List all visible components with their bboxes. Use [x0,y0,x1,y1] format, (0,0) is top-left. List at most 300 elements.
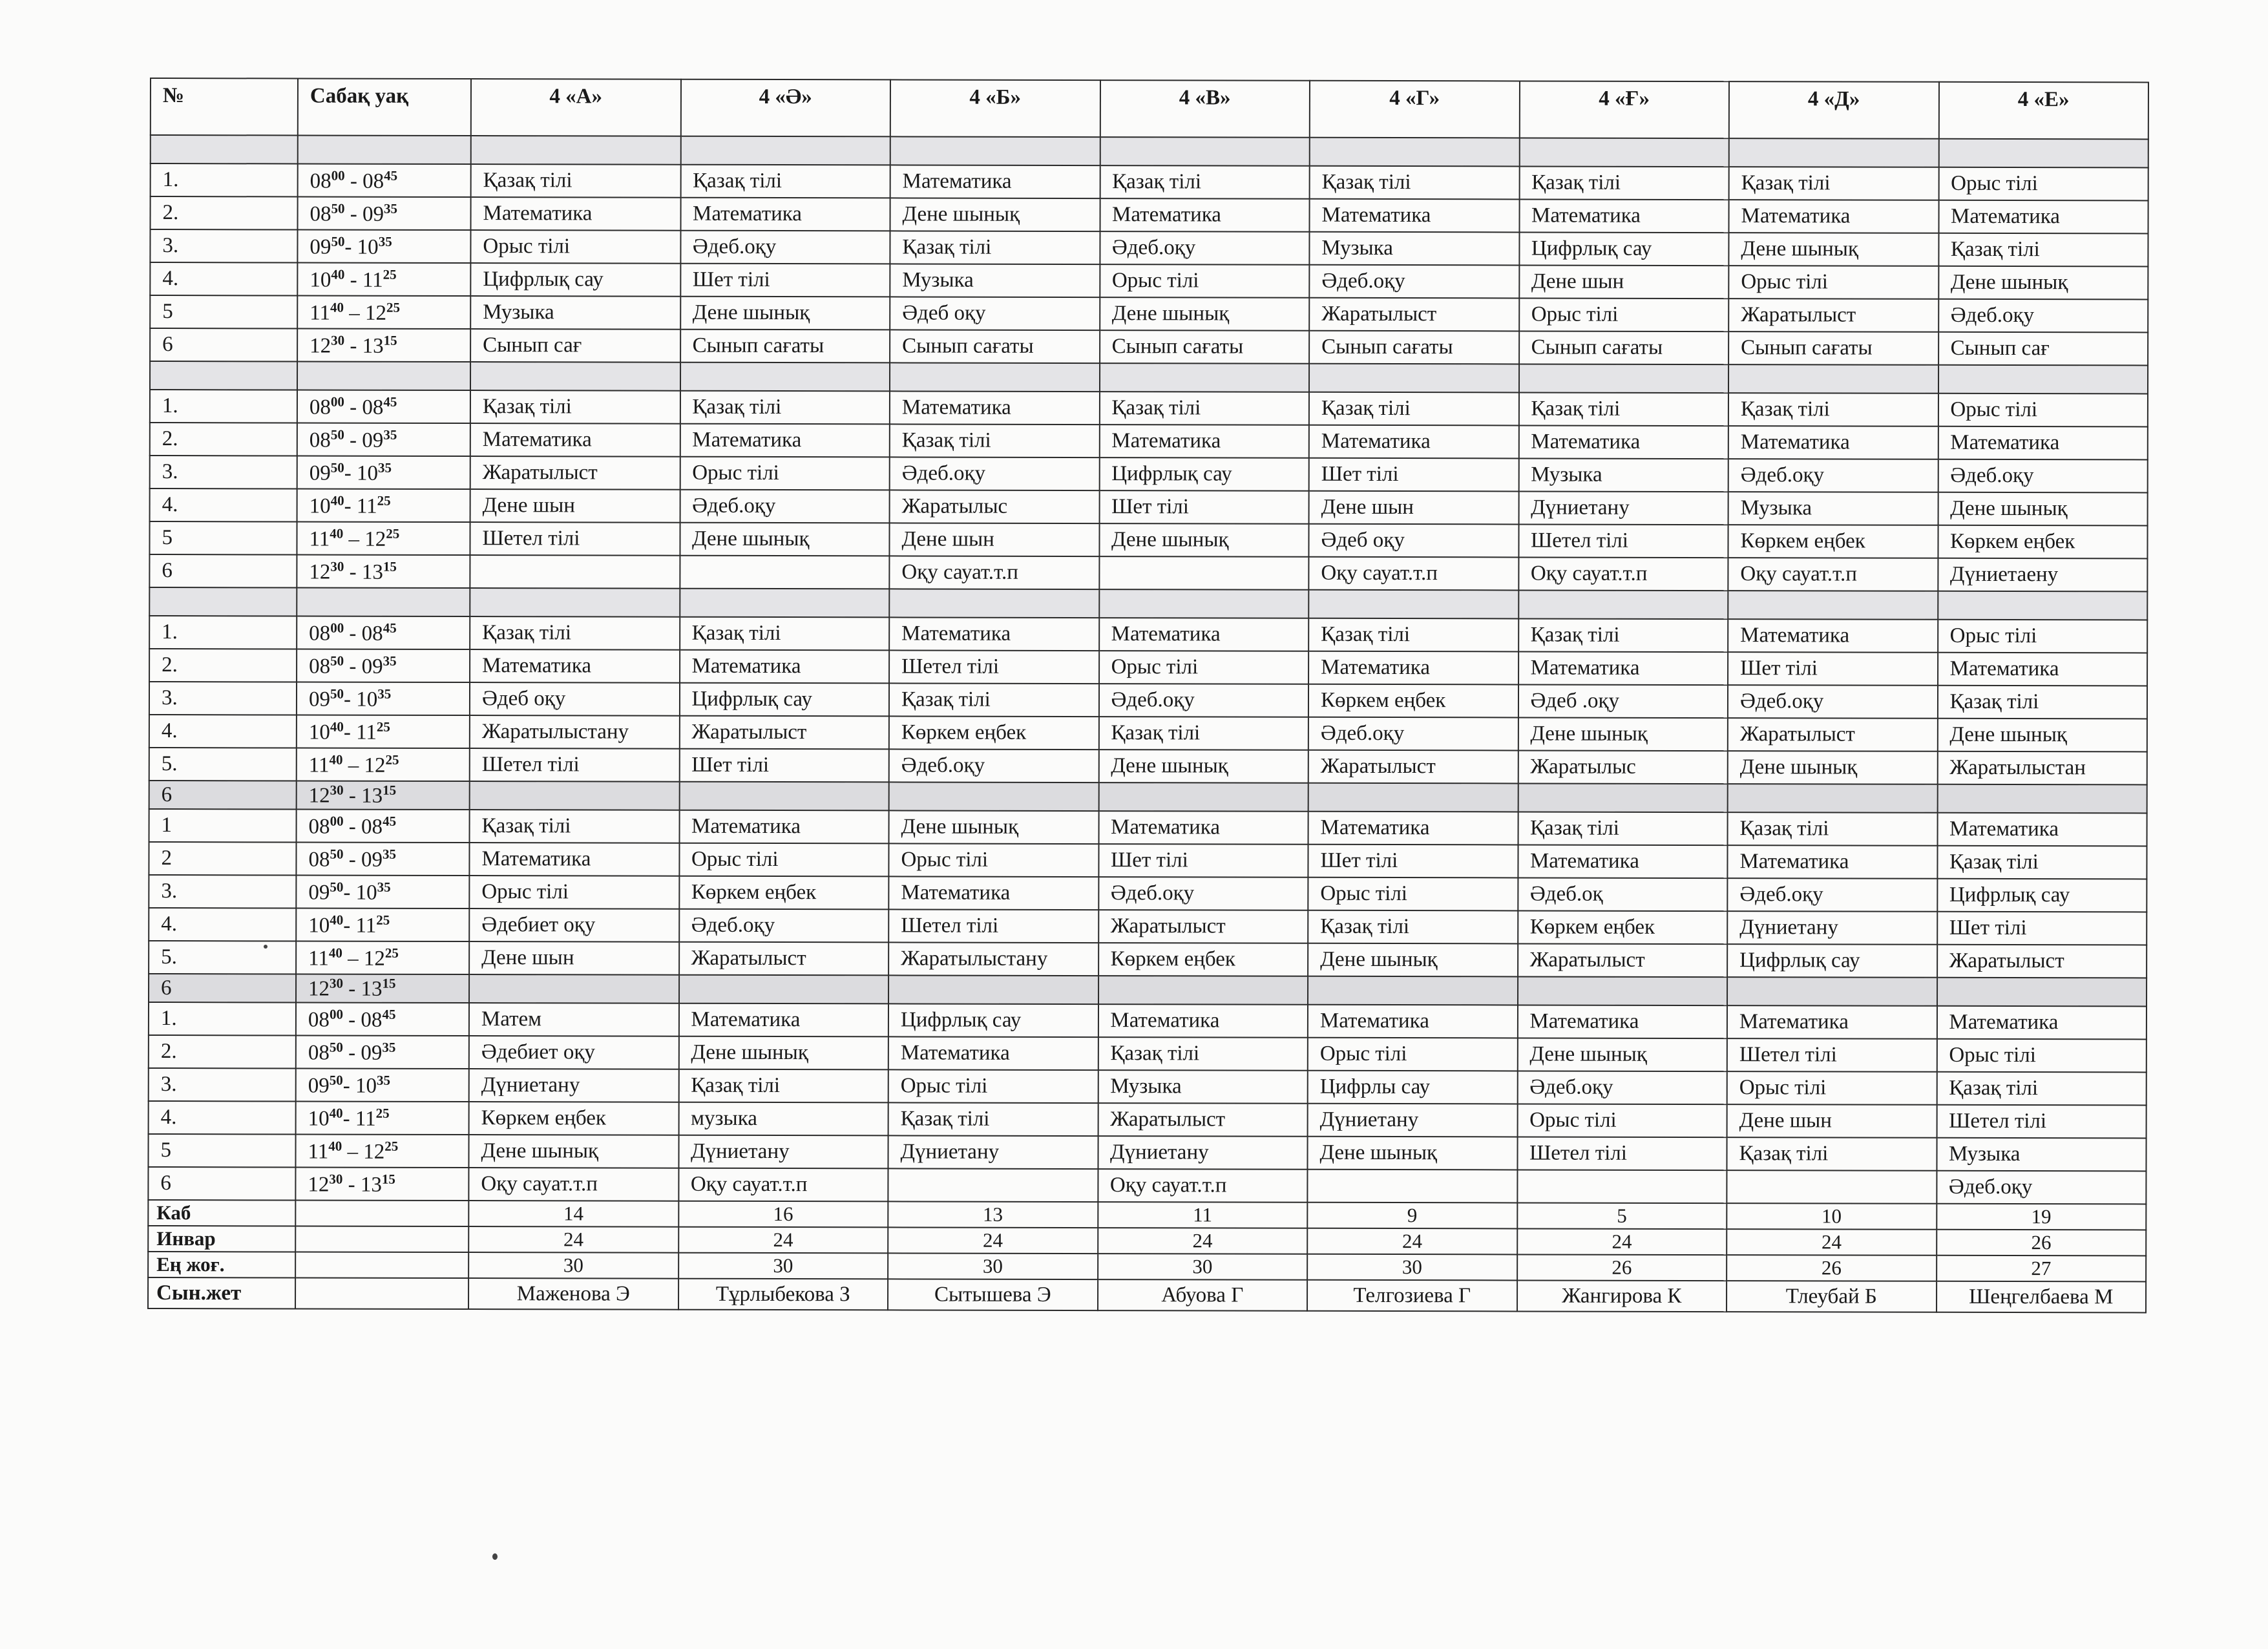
separator-cell [889,589,1099,618]
subject-cell: Сынып сағаты [680,330,890,363]
separator-label [149,587,297,616]
hour-start: 10 [308,720,330,744]
minute-end: 25 [376,912,390,928]
lesson-row [149,1068,2147,1105]
subject-cell: Дене шын [470,489,680,523]
lesson-row [149,1002,2147,1039]
minute-end: 45 [382,1006,396,1022]
subject-cell: Дене шынық [1099,523,1309,557]
subject-cell: Жаратылыс [890,490,1100,523]
lesson-row [149,1101,2147,1138]
subject-cell: Әдеб оқу [1308,524,1518,558]
footer-label: Инвар [148,1226,295,1252]
lesson-number: 4. [150,262,297,295]
subject-cell: Әдеб.оқу [890,457,1100,490]
separator-label: 6 [149,781,297,809]
hour-start: 08 [310,202,331,226]
lesson-number: 1. [150,390,297,423]
minute-end: 15 [383,332,397,348]
header-number: № [151,78,298,135]
subject-cell: Жаратылыст [1309,298,1519,331]
minute-start: 40 [329,1105,343,1121]
header-class: 4 «Ғ» [1519,81,1729,138]
subject-cell: Цифрлық сау [679,683,889,717]
footer-value: 24 [1727,1229,1937,1255]
hour-end: 08 [361,1008,383,1032]
footer-value: 13 [888,1201,1098,1228]
subject-cell: Әдебиет оқу [469,1036,679,1069]
minute-start: 40 [330,525,344,541]
lesson-number: 4. [150,488,297,521]
subject-cell: Орыс тілі [888,1069,1098,1103]
subject-cell: Дене шын [1309,491,1519,525]
hour-start: 09 [309,461,331,485]
footer-value: 30 [468,1252,678,1279]
minute-end: 35 [383,653,397,669]
time-separator: - [343,784,362,808]
subject-cell: Сынып сағаты [1519,331,1729,364]
minute-start: 50 [331,200,345,216]
minute-start: 40 [330,299,344,315]
minute-start: 40 [329,751,343,768]
lesson-number: 2. [150,423,297,456]
teacher-name: Сытышева Э [888,1279,1098,1310]
time-separator: – [342,1140,364,1164]
lesson-time [296,1101,469,1135]
subject-cell: Математика [1728,619,1938,653]
subject-cell: Әдебиет оқу [469,909,679,942]
subject-cell: Дене шынық [889,810,1099,844]
subject-cell: Әдеб.оқу [680,490,890,523]
hour-end: 08 [362,395,384,419]
minute-start: 30 [331,332,345,348]
lesson-time [298,163,471,197]
subject-cell: Жаратылыстану [470,715,680,749]
lesson-row [150,390,2148,426]
footer-value: 11 [1098,1202,1308,1228]
hour-end: 09 [361,848,383,872]
subject-cell: Математика [890,391,1100,425]
subject-cell: Оқу сауат.т.п [1518,557,1728,591]
subject-cell: Музыка [1098,1070,1308,1104]
hour-start: 08 [308,1041,330,1065]
subject-cell: Әдеб оқу [890,297,1100,330]
footer-value: 24 [1098,1228,1308,1254]
subject-cell: Математика [469,843,679,876]
footer-value: 26 [1727,1255,1937,1281]
subject-cell: Дене шын [469,941,679,975]
subject-cell: Математика [1310,199,1520,233]
subject-cell: Цифрлық сау [470,263,680,297]
lesson-time [296,941,469,974]
lesson-time [297,521,470,555]
separator-cell [1518,364,1728,393]
footer-value: 26 [1937,1230,2147,1256]
footer-empty [295,1252,468,1278]
footer-value: 24 [1307,1228,1517,1255]
subject-cell: Жаратылыст [1098,1103,1308,1137]
footer-value: 16 [678,1201,888,1228]
lesson-row [148,1134,2146,1171]
time-separator: - [342,1041,361,1065]
separator-cell [1308,590,1518,619]
time-separator: - [344,560,362,584]
subject-cell: Орыс тілі [1100,264,1310,298]
subject-cell: Математика [1308,651,1518,685]
subject-cell: Дене шынық [1938,492,2148,526]
hour-end: 10 [357,235,379,259]
minute-end: 35 [377,686,392,702]
footer-value: 26 [1517,1254,1727,1281]
lesson-row [149,521,2147,558]
lesson-time [296,1002,469,1036]
minute-start: 00 [330,394,344,410]
lesson-time [296,974,469,1003]
subject-cell: Дүниетану [888,1135,1098,1169]
subject-cell: Шет тілі [1098,844,1308,877]
separator-cell [1309,364,1519,393]
lesson-row [149,748,2147,784]
hour-end: 11 [355,1107,376,1131]
separator-cell [1729,138,1939,167]
minute-start: 00 [330,620,344,636]
lesson-number: 1. [151,163,298,196]
footer-value: 19 [1937,1204,2147,1230]
subject-cell [1099,556,1309,590]
time-separator: - [344,235,357,259]
subject-cell: Оқу сауат.т.п [1098,1169,1308,1203]
subject-cell: Шетел тілі [888,909,1098,943]
hour-start: 10 [308,914,330,938]
separator-cell [680,136,890,165]
minute-start: 40 [330,719,344,735]
teacher-name: Тұрлыбекова З [678,1279,888,1310]
minute-start: 40 [331,266,345,282]
subject-cell: Математика [1518,425,1728,459]
subject-cell: Әдеб.оқу [1309,265,1519,299]
minute-end: 15 [381,1171,395,1187]
lesson-number: 1 [149,809,297,842]
minute-end: 15 [383,782,397,798]
subject-cell: Әдеб.оқу [679,909,889,943]
lesson-number: 3. [149,682,297,715]
minute-start: 50 [330,846,344,862]
subject-cell: Сынып сағ [1938,332,2148,366]
separator-cell [1728,784,1938,813]
hour-start: 10 [309,494,331,518]
subject-cell: Дене шынық [1100,297,1310,331]
lesson-time [297,390,470,423]
hour-start: 08 [309,655,331,678]
footer-row [148,1226,2146,1255]
separator-cell [1099,363,1309,392]
minute-end: 35 [378,233,392,249]
subject-cell: Орыс тілі [1519,298,1729,331]
time-separator: – [342,947,364,971]
minute-end: 25 [377,492,391,509]
lesson-number: 1. [149,616,297,649]
subject-cell: Қазақ тілі [680,391,890,425]
subject-cell: Дене шынық [1518,717,1728,751]
subject-cell: Дүниетану [469,1069,679,1102]
lesson-row [150,295,2148,332]
subject-cell: Сынып сағаты [1100,330,1310,364]
subject-cell: Қазақ тілі [1729,167,1939,200]
hour-end: 10 [355,1074,377,1098]
subject-cell: Көркем еңбек [889,716,1099,750]
subject-cell: Оқу сауат.т.п [1728,558,1938,591]
lesson-number: 4. [149,715,297,748]
subject-cell: Қазақ тілі [1309,392,1519,426]
subject-cell: Қазақ тілі [1937,846,2147,879]
subject-cell: Қазақ тілі [1937,1072,2147,1106]
subject-cell: Көркем еңбек [679,876,889,910]
teacher-name: Телгозиева Г [1307,1280,1517,1312]
hour-end: 10 [356,461,379,485]
minute-start: 30 [330,975,344,991]
subject-cell: Музыка [890,264,1100,297]
hour-start: 11 [308,1140,329,1164]
hour-end: 13 [361,560,383,584]
lesson-time [296,1035,469,1069]
lesson-time [297,616,470,649]
lesson-time [297,554,470,588]
subject-cell: Орыс тілі [679,843,889,877]
subject-cell: Математика [1937,1006,2147,1040]
time-separator: – [342,753,364,777]
separator-cell [1728,591,1938,620]
subject-cell: Матем [469,1003,679,1036]
subject-cell: Музыка [1937,1138,2147,1171]
time-separator: - [342,1107,355,1131]
minute-start: 40 [330,912,344,928]
footer-value: 24 [888,1227,1098,1254]
lesson-row [149,809,2147,846]
lesson-number: 6 [149,554,297,587]
lesson-number: 2. [149,649,297,682]
minute-start: 00 [330,813,344,829]
subject-cell: Қазақ тілі [1310,166,1520,200]
hour-start: 09 [310,235,331,259]
subject-cell: Шет тілі [1937,912,2147,945]
teacher-name: Абуова Г [1098,1279,1308,1311]
subject-cell: Қазақ тілі [680,617,890,651]
separator-cell [1519,138,1729,167]
subject-cell: Шетел тілі [470,748,680,782]
lesson-row [149,908,2147,945]
subject-cell: Қазақ тілі [471,164,681,198]
subject-cell: Музыка [470,296,680,330]
header-lesson-time: Сабақ уақ [298,78,471,136]
subject-cell: Жаратылыст [1937,945,2147,978]
subject-cell: Жаратылыст [679,716,889,750]
lesson-number: 4. [149,1101,296,1134]
subject-cell: Қазақ тілі [889,683,1099,717]
hour-end: 12 [364,527,386,551]
hour-end: 12 [364,301,387,325]
subject-cell: Қазақ тілі [1098,717,1308,750]
subject-cell: Әдеб.оқу [1727,878,1937,912]
subject-cell: Математика [471,197,681,231]
minute-start: 50 [329,1072,343,1088]
subject-cell: Орыс тілі [1099,651,1309,684]
hour-start: 12 [309,560,331,584]
teacher-name: Жангирова К [1517,1280,1727,1312]
subject-cell: Жаратылыст [1308,750,1518,784]
lesson-row [149,842,2147,879]
subject-cell: Әдеб .оқу [1518,684,1728,718]
subject-cell: Математика [1727,1005,1937,1039]
subject-cell: Қазақ тілі [1938,233,2148,267]
separator-cell [470,588,680,617]
subject-cell: Дүниетану [1308,1104,1518,1137]
day-separator-row [149,781,2147,813]
teacher-name: Шеңгелбаева М [1937,1281,2147,1313]
minute-end: 25 [386,299,401,315]
separator-cell [1518,590,1728,619]
subject-cell: Әдеб.оқу [1098,684,1308,717]
subject-cell: Шет тілі [1728,652,1938,686]
minute-end: 45 [383,813,397,829]
subject-cell: Математика [1517,1005,1727,1038]
hour-start: 10 [310,268,331,292]
subject-cell: Әдеб.оқу [1937,1171,2147,1204]
separator-cell [1938,139,2148,168]
hour-end: 13 [362,334,384,358]
subject-cell: Қазақ тілі [1100,165,1310,199]
lesson-time [297,649,470,682]
lesson-number: 5 [149,521,297,554]
subject-cell: Қазақ тілі [470,810,680,843]
subject-cell: Дене шынық [680,523,890,556]
footer-value: 30 [1307,1254,1517,1281]
subject-cell: Орыс тілі [680,457,890,490]
subject-cell: Математика [1937,813,2147,846]
subject-cell [470,555,680,589]
lesson-number: 2 [149,842,296,875]
minute-start: 50 [329,1039,343,1055]
subject-cell: Қазақ тілі [678,1069,888,1103]
minute-start: 40 [328,945,342,961]
subject-cell: Жаратылыст [1518,943,1728,977]
separator-time [298,135,471,164]
minute-end: 35 [376,1072,391,1088]
hour-end: 12 [364,753,386,777]
subject-cell: Әдеб оқу [470,682,680,716]
scan-speck [492,1553,498,1560]
subject-cell: Қазақ тілі [1728,393,1938,426]
subject-cell: Математика [678,1003,888,1037]
lesson-number: 4. [149,908,296,941]
timetable-sheet [147,78,2148,1313]
time-separator: - [343,881,356,905]
subject-cell: Дене шынық [1728,233,1938,266]
lesson-number: 5 [150,295,297,328]
lesson-number: 5. [149,941,296,974]
lesson-number: 5 [148,1134,295,1167]
subject-cell: Дене шынық [1308,943,1518,977]
subject-cell: Математика [680,650,890,684]
subject-cell: Оқу сауат.т.п [678,1168,888,1202]
lesson-time [297,488,470,522]
subject-cell: Әдеб.оқу [680,231,890,264]
hour-end: 12 [363,947,385,971]
lesson-row [149,616,2147,653]
time-separator: - [344,169,363,193]
footer-value: 30 [678,1253,888,1279]
subject-cell: Музыка [1309,232,1519,266]
lesson-number: 5. [149,748,297,781]
subject-cell: Көркем еңбек [1098,943,1308,976]
time-separator: - [342,1074,356,1098]
separator-cell [1308,783,1518,812]
subject-cell: Жаратылыст [1728,718,1938,751]
lesson-row [148,1167,2146,1204]
footer-value: 9 [1307,1203,1517,1229]
timetable-header [151,78,2148,139]
lesson-number: 3. [150,229,297,262]
minute-start: 40 [330,492,344,509]
subject-cell: Дене шынық [1517,1038,1727,1071]
subject-cell: Қазақ тілі [890,231,1100,264]
subject-cell: Математика [889,617,1099,651]
subject-cell: Қазақ тілі [890,424,1100,457]
subject-cell: Сынып сағ [470,329,680,362]
subject-cell: Жаратылыст [1728,299,1938,332]
subject-cell: Дене шынық [890,198,1100,231]
hour-end: 12 [363,1140,385,1164]
hour-end: 13 [360,1173,382,1197]
minute-end: 35 [377,879,391,895]
header-class: 4 «Д» [1729,81,1939,139]
minute-end: 35 [377,459,392,476]
subject-cell: Әдеб.оқу [1098,877,1308,910]
subject-cell: Жаратылыст [1098,910,1308,943]
lesson-time [297,456,470,489]
time-separator: - [343,688,357,711]
minute-start: 50 [330,653,344,669]
separator-cell [1310,138,1520,167]
time-separator: – [343,527,365,551]
hour-end: 11 [355,914,377,938]
subject-cell: Оқу сауат.т.п [468,1168,678,1201]
separator-cell [1098,782,1308,812]
hour-end: 11 [356,494,377,518]
footer-label: Каб [148,1200,295,1226]
hour-start: 08 [308,815,330,839]
subject-cell: Математика [1308,1005,1518,1038]
hour-start: 12 [308,1173,330,1197]
subject-cell [1307,1170,1517,1203]
hour-start: 12 [310,334,331,358]
subject-cell: Көркем еңбек [1728,525,1938,558]
time-separator: - [344,655,362,678]
subject-cell: Көркем еңбек [469,1102,679,1135]
subject-cell: Математика [1518,651,1728,685]
subject-cell: Қазақ тілі [470,616,680,650]
footer-value: 30 [888,1253,1098,1279]
subject-cell: Дене шын [1519,265,1729,299]
lesson-time [296,1068,469,1102]
separator-cell [889,782,1099,811]
subject-cell: Сынып сағаты [890,330,1100,363]
subject-cell: Қазақ тілі [1098,1037,1308,1071]
lesson-number: 6 [150,328,297,361]
lesson-time [297,781,470,810]
time-separator: - [342,1173,361,1197]
separator-cell [1517,976,1727,1005]
subject-cell: Шет тілі [1308,845,1518,878]
